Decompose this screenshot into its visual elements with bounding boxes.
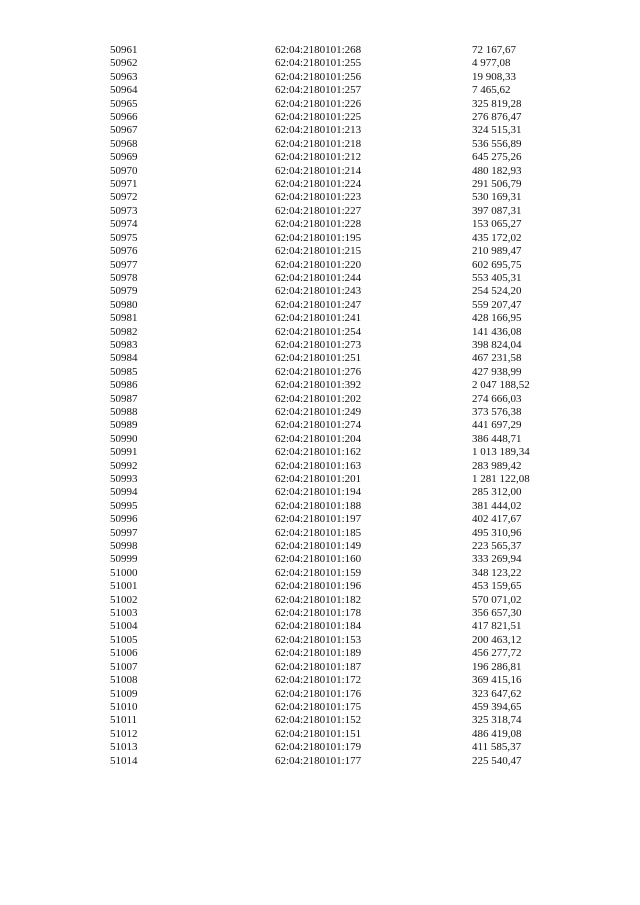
row-number: 51012 [110,727,138,740]
cadastral-number: 62:04:2180101:274 [275,419,362,432]
row-number: 50975 [110,231,138,244]
table-row [110,607,572,620]
cadastral-value: 402 417,67 [472,513,522,526]
cadastral-number: 62:04:2180101:273 [275,338,362,351]
cadastral-value: 276 876,47 [472,111,522,124]
cadastral-number: 62:04:2180101:176 [275,687,362,700]
row-number: 51002 [110,593,138,606]
cadastral-value: 553 405,31 [472,271,522,284]
cadastral-value: 325 819,28 [472,97,522,110]
cadastral-number: 62:04:2180101:152 [275,714,362,727]
table-row [110,419,572,432]
row-number: 51013 [110,741,138,754]
row-number: 51004 [110,620,138,633]
table-row [110,245,572,258]
row-number: 50970 [110,164,138,177]
cadastral-number: 62:04:2180101:178 [275,607,362,620]
cadastral-number: 62:04:2180101:160 [275,553,362,566]
cadastral-number: 62:04:2180101:184 [275,620,362,633]
table-row [110,714,572,727]
cadastral-number: 62:04:2180101:249 [275,405,362,418]
cadastral-value: 373 576,38 [472,405,522,418]
row-number: 51006 [110,647,138,660]
cadastral-value: 397 087,31 [472,204,522,217]
table-row [110,634,572,647]
table-row [110,326,572,339]
cadastral-value: 453 159,65 [472,580,522,593]
cadastral-value: 196 286,81 [472,660,522,673]
row-number: 51009 [110,687,138,700]
cadastral-number: 62:04:2180101:276 [275,365,362,378]
row-number: 50969 [110,151,138,164]
cadastral-value: 2 047 188,52 [472,379,530,392]
cadastral-value: 459 394,65 [472,700,522,713]
cadastral-value: 7 465,62 [472,84,511,97]
row-number: 50966 [110,111,138,124]
row-number: 50972 [110,191,138,204]
cadastral-value: 411 585,37 [472,741,522,754]
cadastral-value: 356 657,30 [472,607,522,620]
row-number: 50980 [110,298,138,311]
cadastral-value: 441 697,29 [472,419,522,432]
cadastral-number: 62:04:2180101:392 [275,379,362,392]
cadastral-value: 602 695,75 [472,258,522,271]
row-number: 50983 [110,338,138,351]
table-row [110,701,572,714]
row-number: 50968 [110,137,138,150]
cadastral-value-table [110,44,572,768]
cadastral-number: 62:04:2180101:268 [275,44,362,56]
row-number: 50982 [110,325,138,338]
row-number: 51008 [110,674,138,687]
cadastral-number: 62:04:2180101:159 [275,566,362,579]
table-row [110,674,572,687]
cadastral-value: 153 065,27 [472,218,522,231]
row-number: 50962 [110,57,138,70]
row-number: 50986 [110,379,138,392]
cadastral-number: 62:04:2180101:251 [275,352,362,365]
cadastral-value: 486 419,08 [472,727,522,740]
table-row [110,218,572,231]
cadastral-number: 62:04:2180101:179 [275,741,362,754]
cadastral-number: 62:04:2180101:202 [275,392,362,405]
cadastral-value: 398 824,04 [472,338,522,351]
row-number: 51007 [110,660,138,673]
cadastral-value: 428 166,95 [472,312,522,325]
table-row [110,84,572,97]
cadastral-value: 570 071,02 [472,593,522,606]
cadastral-number: 62:04:2180101:244 [275,271,362,284]
table-row [110,165,572,178]
table-row [110,446,572,459]
row-number: 51000 [110,566,138,579]
cadastral-value: 325 318,74 [472,714,522,727]
table-row [110,205,572,218]
table-row [110,741,572,754]
row-number: 50976 [110,245,138,258]
cadastral-value: 200 463,12 [472,633,522,646]
row-number: 50989 [110,419,138,432]
table-row [110,339,572,352]
cadastral-number: 62:04:2180101:256 [275,70,362,83]
cadastral-number: 62:04:2180101:172 [275,674,362,687]
cadastral-value: 495 310,96 [472,526,522,539]
row-number: 50985 [110,365,138,378]
cadastral-number: 62:04:2180101:228 [275,218,362,231]
table-row [110,567,572,580]
table-row [110,647,572,660]
table-row [110,232,572,245]
table-row [110,620,572,633]
cadastral-value: 381 444,02 [472,499,522,512]
table-row [110,500,572,513]
cadastral-number: 62:04:2180101:163 [275,459,362,472]
table-row [110,473,572,486]
row-number: 50978 [110,271,138,284]
row-number: 51001 [110,580,138,593]
row-number: 50994 [110,486,138,499]
cadastral-number: 62:04:2180101:223 [275,191,362,204]
cadastral-number: 62:04:2180101:197 [275,513,362,526]
cadastral-value: 467 231,58 [472,352,522,365]
row-number: 50996 [110,513,138,526]
cadastral-number: 62:04:2180101:226 [275,97,362,110]
table-row [110,513,572,526]
cadastral-number: 62:04:2180101:149 [275,540,362,553]
table-row [110,728,572,741]
table-row [110,138,572,151]
cadastral-number: 62:04:2180101:255 [275,57,362,70]
table-row [110,580,572,593]
cadastral-number: 62:04:2180101:254 [275,325,362,338]
cadastral-number: 62:04:2180101:204 [275,432,362,445]
row-number: 50979 [110,285,138,298]
table-row [110,151,572,164]
cadastral-value: 333 269,94 [472,553,522,566]
row-number: 50973 [110,204,138,217]
cadastral-value: 19 908,33 [472,70,516,83]
table-row [110,393,572,406]
cadastral-value: 323 647,62 [472,687,522,700]
cadastral-value: 530 169,31 [472,191,522,204]
cadastral-number: 62:04:2180101:153 [275,633,362,646]
table-body [110,44,572,768]
row-number: 50991 [110,446,138,459]
cadastral-value: 254 524,20 [472,285,522,298]
cadastral-number: 62:04:2180101:187 [275,660,362,673]
table-row [110,688,572,701]
cadastral-value: 210 989,47 [472,245,522,258]
cadastral-value: 4 977,08 [472,57,511,70]
table-row [110,352,572,365]
table-row [110,460,572,473]
row-number: 50990 [110,432,138,445]
table-row [110,71,572,84]
cadastral-number: 62:04:2180101:151 [275,727,362,740]
table-row [110,379,572,392]
cadastral-number: 62:04:2180101:188 [275,499,362,512]
row-number: 50987 [110,392,138,405]
row-number: 50971 [110,178,138,191]
cadastral-number: 62:04:2180101:225 [275,111,362,124]
cadastral-value: 386 448,71 [472,432,522,445]
cadastral-value: 283 989,42 [472,459,522,472]
cadastral-value: 72 167,67 [472,44,516,56]
cadastral-number: 62:04:2180101:185 [275,526,362,539]
cadastral-number: 62:04:2180101:214 [275,164,362,177]
row-number: 50993 [110,473,138,485]
table-row [110,44,572,57]
cadastral-number: 62:04:2180101:247 [275,298,362,311]
row-number: 50984 [110,352,138,365]
row-number: 50964 [110,84,138,97]
cadastral-number: 62:04:2180101:175 [275,700,362,713]
cadastral-value: 225 540,47 [472,754,522,767]
cadastral-number: 62:04:2180101:162 [275,446,362,459]
row-number: 50965 [110,97,138,110]
row-number: 50967 [110,124,138,137]
table-row [110,486,572,499]
cadastral-number: 62:04:2180101:257 [275,84,362,97]
table-row [110,299,572,312]
cadastral-value: 435 172,02 [472,231,522,244]
row-number: 50981 [110,312,138,325]
table-row [110,553,572,566]
table-row [110,191,572,204]
cadastral-value: 427 938,99 [472,365,522,378]
cadastral-value: 480 182,93 [472,164,522,177]
table-row [110,527,572,540]
cadastral-number: 62:04:2180101:220 [275,258,362,271]
row-number: 50997 [110,526,138,539]
cadastral-number: 62:04:2180101:182 [275,593,362,606]
cadastral-number: 62:04:2180101:194 [275,486,362,499]
cadastral-number: 62:04:2180101:218 [275,137,362,150]
table-row [110,98,572,111]
cadastral-value: 559 207,47 [472,298,522,311]
cadastral-value: 223 565,37 [472,540,522,553]
row-number: 51003 [110,607,138,620]
row-number: 50988 [110,405,138,418]
cadastral-value: 324 515,31 [472,124,522,137]
cadastral-value: 456 277,72 [472,647,522,660]
row-number: 51011 [110,714,138,727]
cadastral-number: 62:04:2180101:215 [275,245,362,258]
cadastral-number: 62:04:2180101:241 [275,312,362,325]
cadastral-number: 62:04:2180101:201 [275,473,362,485]
table-row [110,406,572,419]
table-row [110,540,572,553]
cadastral-number: 62:04:2180101:212 [275,151,362,164]
table-row [110,366,572,379]
cadastral-number: 62:04:2180101:177 [275,754,362,767]
table-row [110,272,572,285]
table-row [110,661,572,674]
cadastral-value: 369 415,16 [472,674,522,687]
cadastral-value: 141 436,08 [472,325,522,338]
row-number: 50974 [110,218,138,231]
table-row [110,312,572,325]
table-row [110,57,572,70]
row-number: 51010 [110,700,138,713]
table-row [110,433,572,446]
table-row [110,285,572,298]
row-number: 50977 [110,258,138,271]
row-number: 50961 [110,44,138,56]
row-number: 50963 [110,70,138,83]
table-row [110,594,572,607]
cadastral-value: 1 013 189,34 [472,446,530,459]
cadastral-number: 62:04:2180101:196 [275,580,362,593]
row-number: 51014 [110,754,138,767]
cadastral-value: 417 821,51 [472,620,522,633]
cadastral-value: 645 275,26 [472,151,522,164]
cadastral-value: 285 312,00 [472,486,522,499]
cadastral-value: 348 123,22 [472,566,522,579]
cadastral-number: 62:04:2180101:224 [275,178,362,191]
cadastral-number: 62:04:2180101:243 [275,285,362,298]
table-row [110,755,572,768]
cadastral-number: 62:04:2180101:213 [275,124,362,137]
row-number: 51005 [110,633,138,646]
table-row [110,259,572,272]
row-number: 50998 [110,540,138,553]
cadastral-number: 62:04:2180101:227 [275,204,362,217]
table-row [110,111,572,124]
row-number: 50999 [110,553,138,566]
table-row [110,124,572,137]
cadastral-value: 291 506,79 [472,178,522,191]
cadastral-number: 62:04:2180101:189 [275,647,362,660]
table-row [110,178,572,191]
cadastral-number: 62:04:2180101:195 [275,231,362,244]
cadastral-value: 536 556,89 [472,137,522,150]
row-number: 50992 [110,459,138,472]
row-number: 50995 [110,499,138,512]
cadastral-value: 1 281 122,08 [472,473,530,485]
cadastral-value: 274 666,03 [472,392,522,405]
